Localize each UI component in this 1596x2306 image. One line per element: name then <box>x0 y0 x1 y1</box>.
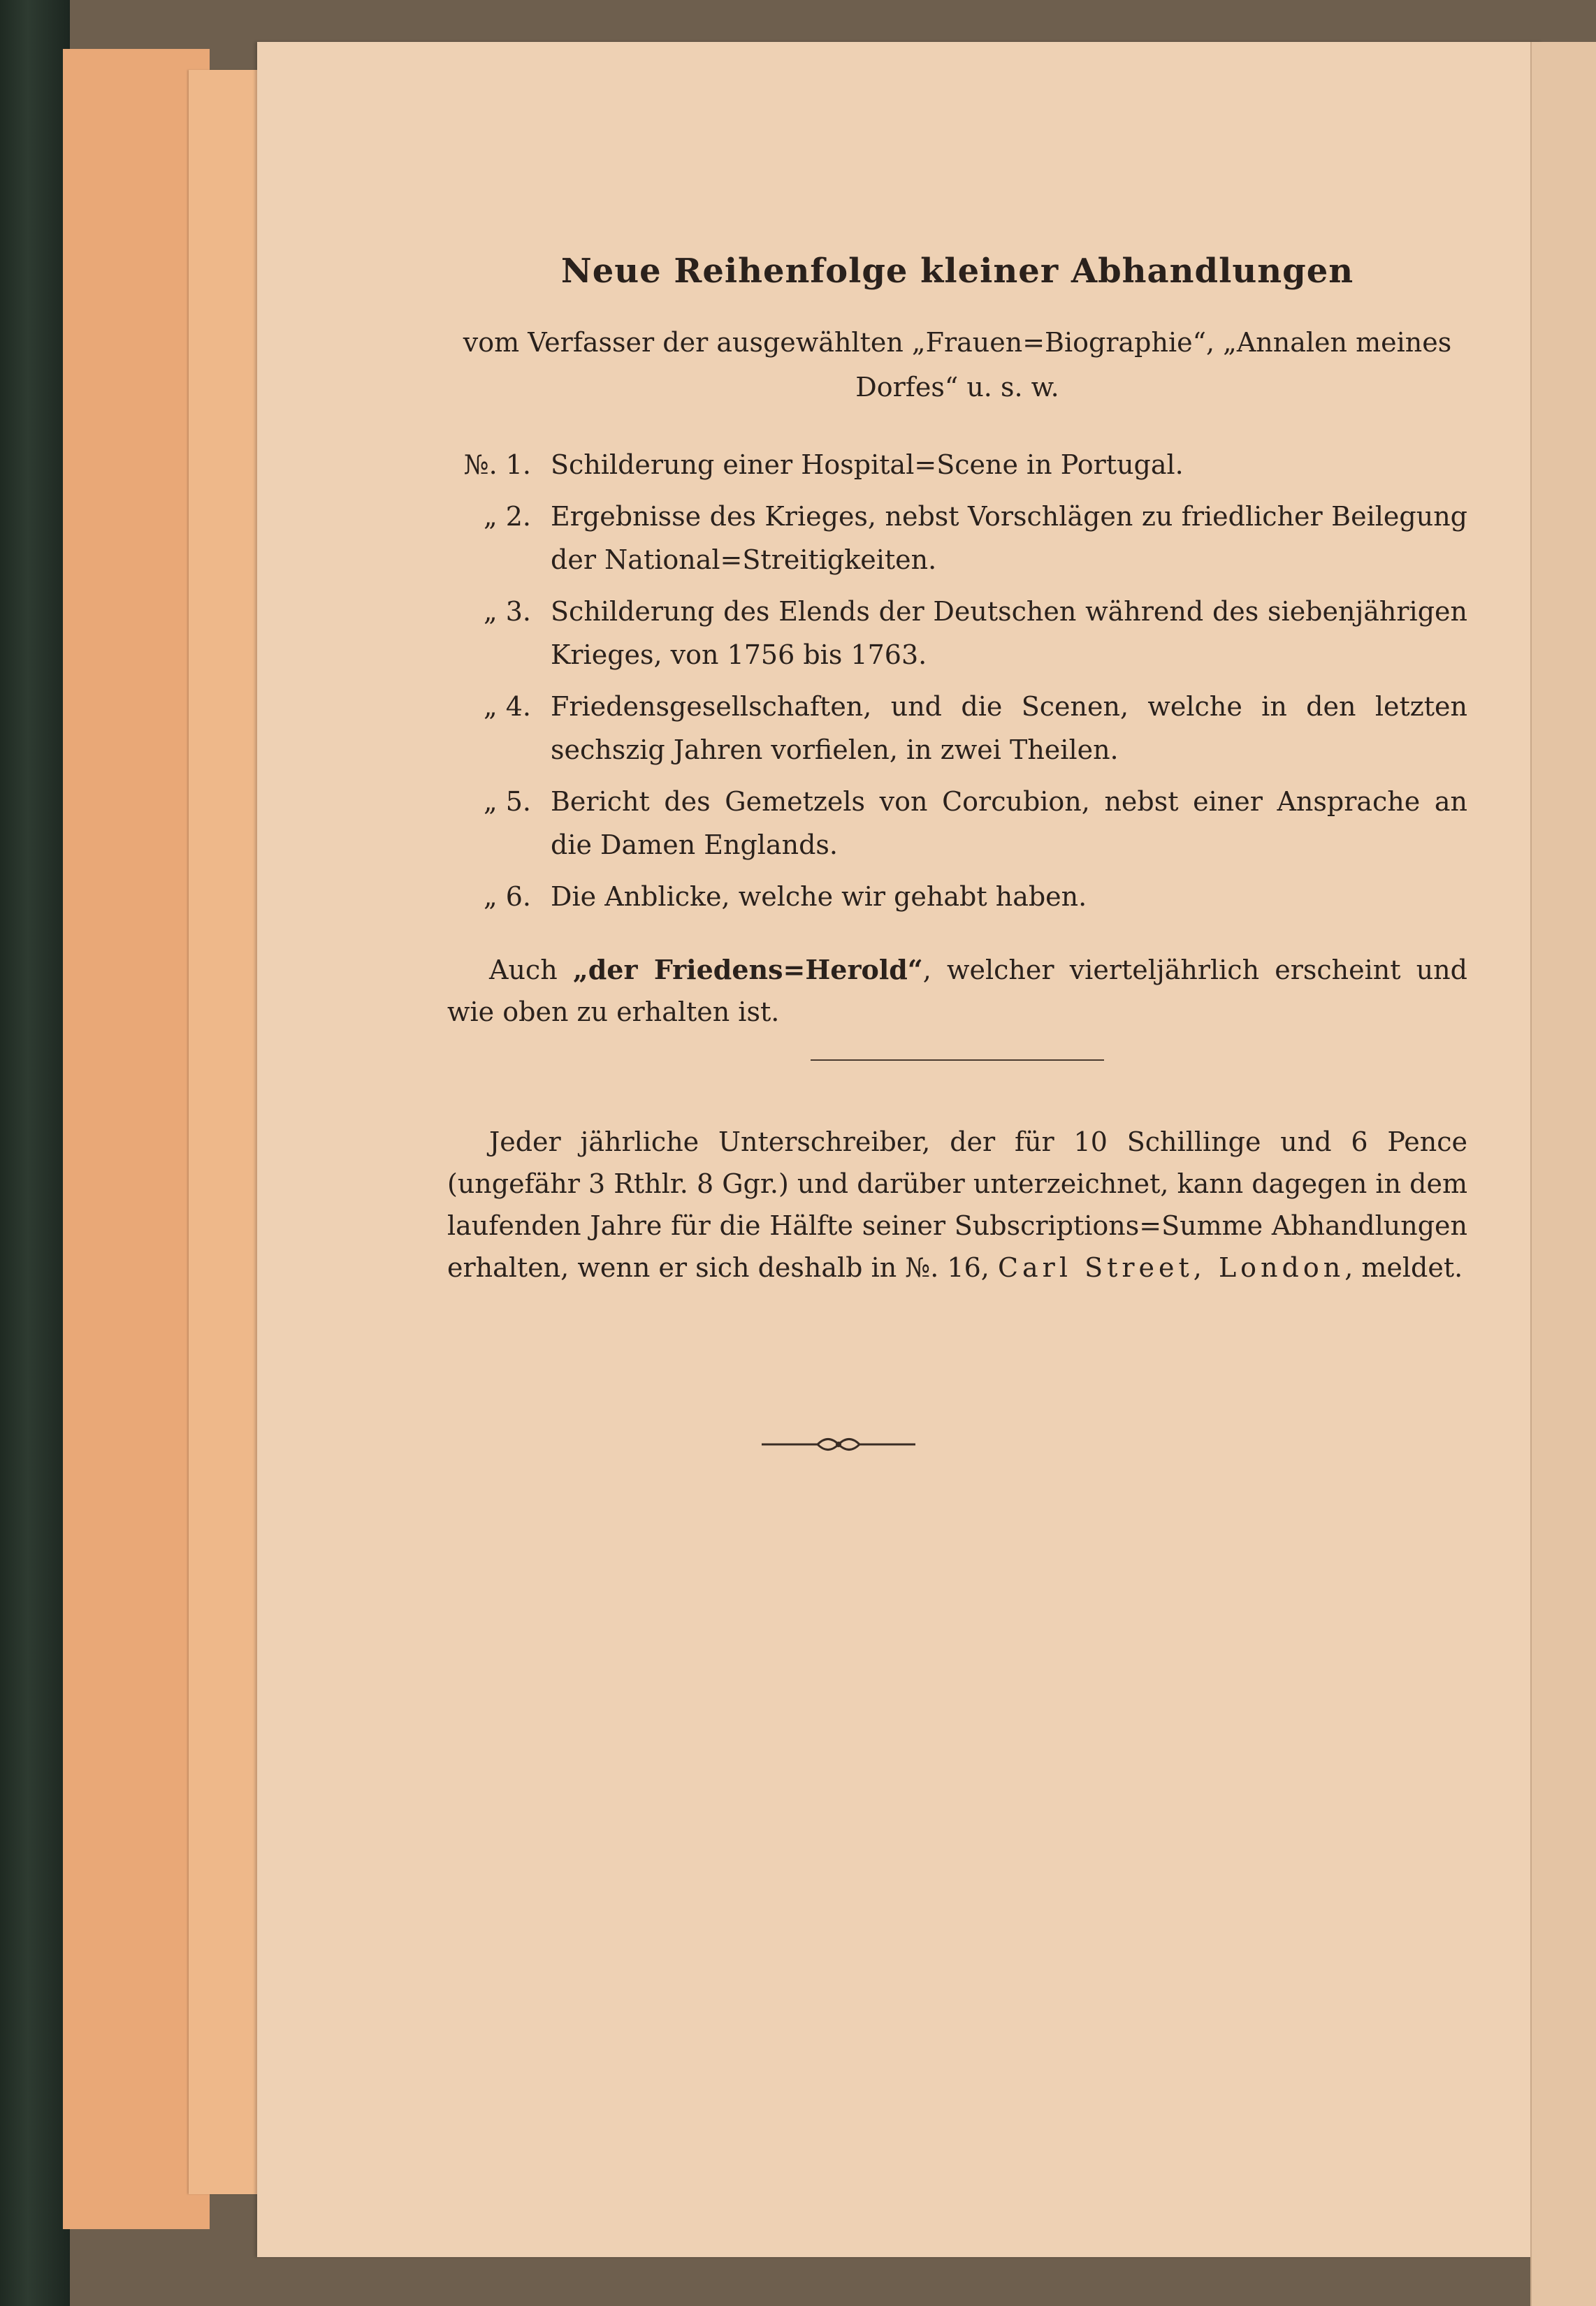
herald-prefix: Auch <box>489 955 573 985</box>
item-number: „ 6. <box>483 881 531 912</box>
list-item <box>447 685 1467 771</box>
subscription-note <box>447 1121 1467 1289</box>
item-number: „ 5. <box>483 786 531 817</box>
item-text: Die Anblicke, welche wir gehabt haben. <box>551 881 1087 912</box>
subscription-address: Carl Street, London <box>997 1252 1345 1283</box>
divider-rule <box>811 1059 1104 1061</box>
herald-name: „der Friedens=Herold“ <box>572 954 923 985</box>
facing-page-edge <box>1530 42 1596 2306</box>
item-text: Schilderung des Elends der Deutschen während des siebenjährigen Krieges, von 1756 bis 1763. <box>551 596 1467 670</box>
subscription-text: Jeder jährliche Unterschreiber, der für 10 Schillinge und 6 Pence (ungefähr 3 Rthlr. 8 Ggr.) und darüber unterzeichnet, kann dagegen in dem laufenden Jahre für die Hälfte seiner Subscriptions=Summe Abhandlungen erhalten, wenn er sich deshalb in №. 16, <box>447 1126 1467 1283</box>
cover-endpaper <box>189 70 266 2194</box>
list-item <box>447 875 1467 918</box>
ornament-divider-icon <box>762 1436 915 1453</box>
item-number: „ 2. <box>483 501 531 532</box>
page-content <box>447 252 1467 1289</box>
book-spine <box>0 0 70 2306</box>
list-item <box>447 443 1467 486</box>
list-item <box>447 590 1467 676</box>
herald-note <box>447 949 1467 1033</box>
item-text: Bericht des Gemetzels von Corcubion, nebst einer Ansprache an die Damen Englands. <box>551 786 1467 860</box>
page-title: Neue Reihenfolge kleiner Abhandlungen <box>560 252 1354 291</box>
item-text: Schilderung einer Hospital=Scene in Portugal. <box>551 449 1184 480</box>
herald-suffix: , welcher vierteljährlich erscheint und wie oben zu erhalten ist. <box>447 955 1467 1027</box>
item-text: Friedensgesellschaften, und die Scenen, welche in den letzten sechszig Jahren vorfielen, in zwei Theilen. <box>551 691 1467 765</box>
list-item <box>447 780 1467 866</box>
item-number: „ 4. <box>483 691 531 722</box>
item-text: Ergebnisse des Krieges, nebst Vorschlägen zu friedlicher Beilegung der National=Streitigkeiten. <box>551 501 1467 575</box>
list-item <box>447 495 1467 581</box>
cover-board <box>63 49 210 2229</box>
subscription-ending: , meldet. <box>1344 1252 1463 1283</box>
treatise-list <box>447 443 1467 918</box>
item-number: №. 1. <box>463 449 531 480</box>
page-subtitle: vom Verfasser der ausgewählten „Frauen=Biographie“, „Annalen meines Dorfes“ u. s. w. <box>463 327 1452 403</box>
item-number: „ 3. <box>483 596 531 627</box>
